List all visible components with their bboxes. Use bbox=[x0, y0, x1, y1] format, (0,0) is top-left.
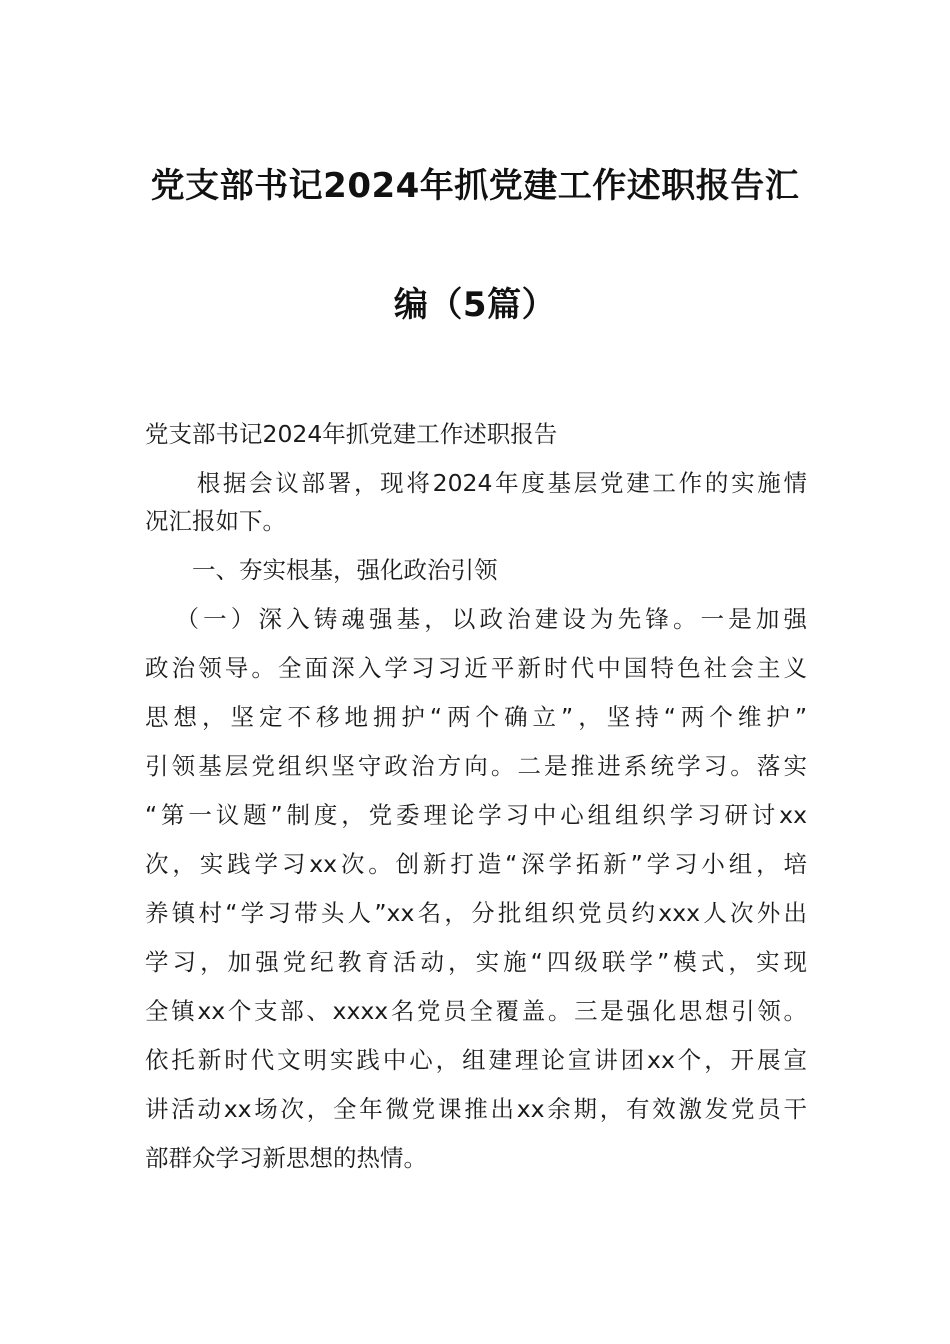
paragraph-line-9: 全镇xx个支部、xxxx名党员全覆盖。三是强化思想引领。 bbox=[145, 997, 807, 1025]
intro-paragraph bbox=[145, 464, 807, 540]
document-body bbox=[145, 415, 807, 1188]
intro-line-1: 根据会议部署，现将2024年度基层党建工作的实施情 bbox=[196, 469, 807, 497]
paragraph-line-7: 养镇村“学习带头人”xx名，分批组织党员约xxx人次外出 bbox=[145, 899, 807, 927]
paragraph-line-12: 部群众学习新思想的热情。 bbox=[145, 1144, 427, 1172]
paragraph-line-6: 次，实践学习xx次。创新打造“深学拓新”学习小组，培 bbox=[145, 850, 807, 878]
paragraph-line-10: 依托新时代文明实践中心，组建理论宣讲团xx个，开展宣 bbox=[145, 1046, 807, 1074]
section-paragraph bbox=[145, 600, 807, 1177]
paragraph-line-5: “第一议题”制度，党委理论学习中心组组织学习研讨xx bbox=[145, 801, 807, 829]
paragraph-line-2: 政治领导。全面深入学习习近平新时代中国特色社会主义 bbox=[145, 654, 807, 682]
paragraph-line-3: 思想，坚定不移地拥护“两个确立”，坚持“两个维护” bbox=[145, 703, 807, 731]
document-title-line-2: 编（5篇） bbox=[393, 285, 557, 325]
paragraph-line-8: 学习，加强党纪教育活动，实施“四级联学”模式，实现 bbox=[145, 948, 807, 976]
intro-line-2: 况汇报如下。 bbox=[145, 507, 286, 535]
paragraph-line-11: 讲活动xx场次，全年微党课推出xx余期，有效激发党员干 bbox=[145, 1095, 807, 1123]
paragraph-line-1: （一）深入铸魂强基，以政治建设为先锋。一是加强 bbox=[175, 605, 807, 633]
paragraph-line-4: 引领基层党组织坚守政治方向。二是推进系统学习。落实 bbox=[145, 752, 807, 780]
report-subtitle: 党支部书记2024年抓党建工作述职报告 bbox=[145, 420, 558, 448]
document-title-line-1: 党支部书记2024年抓党建工作述职报告汇 bbox=[150, 166, 800, 206]
section-heading: 一、夯实根基，强化政治引领 bbox=[192, 556, 498, 584]
